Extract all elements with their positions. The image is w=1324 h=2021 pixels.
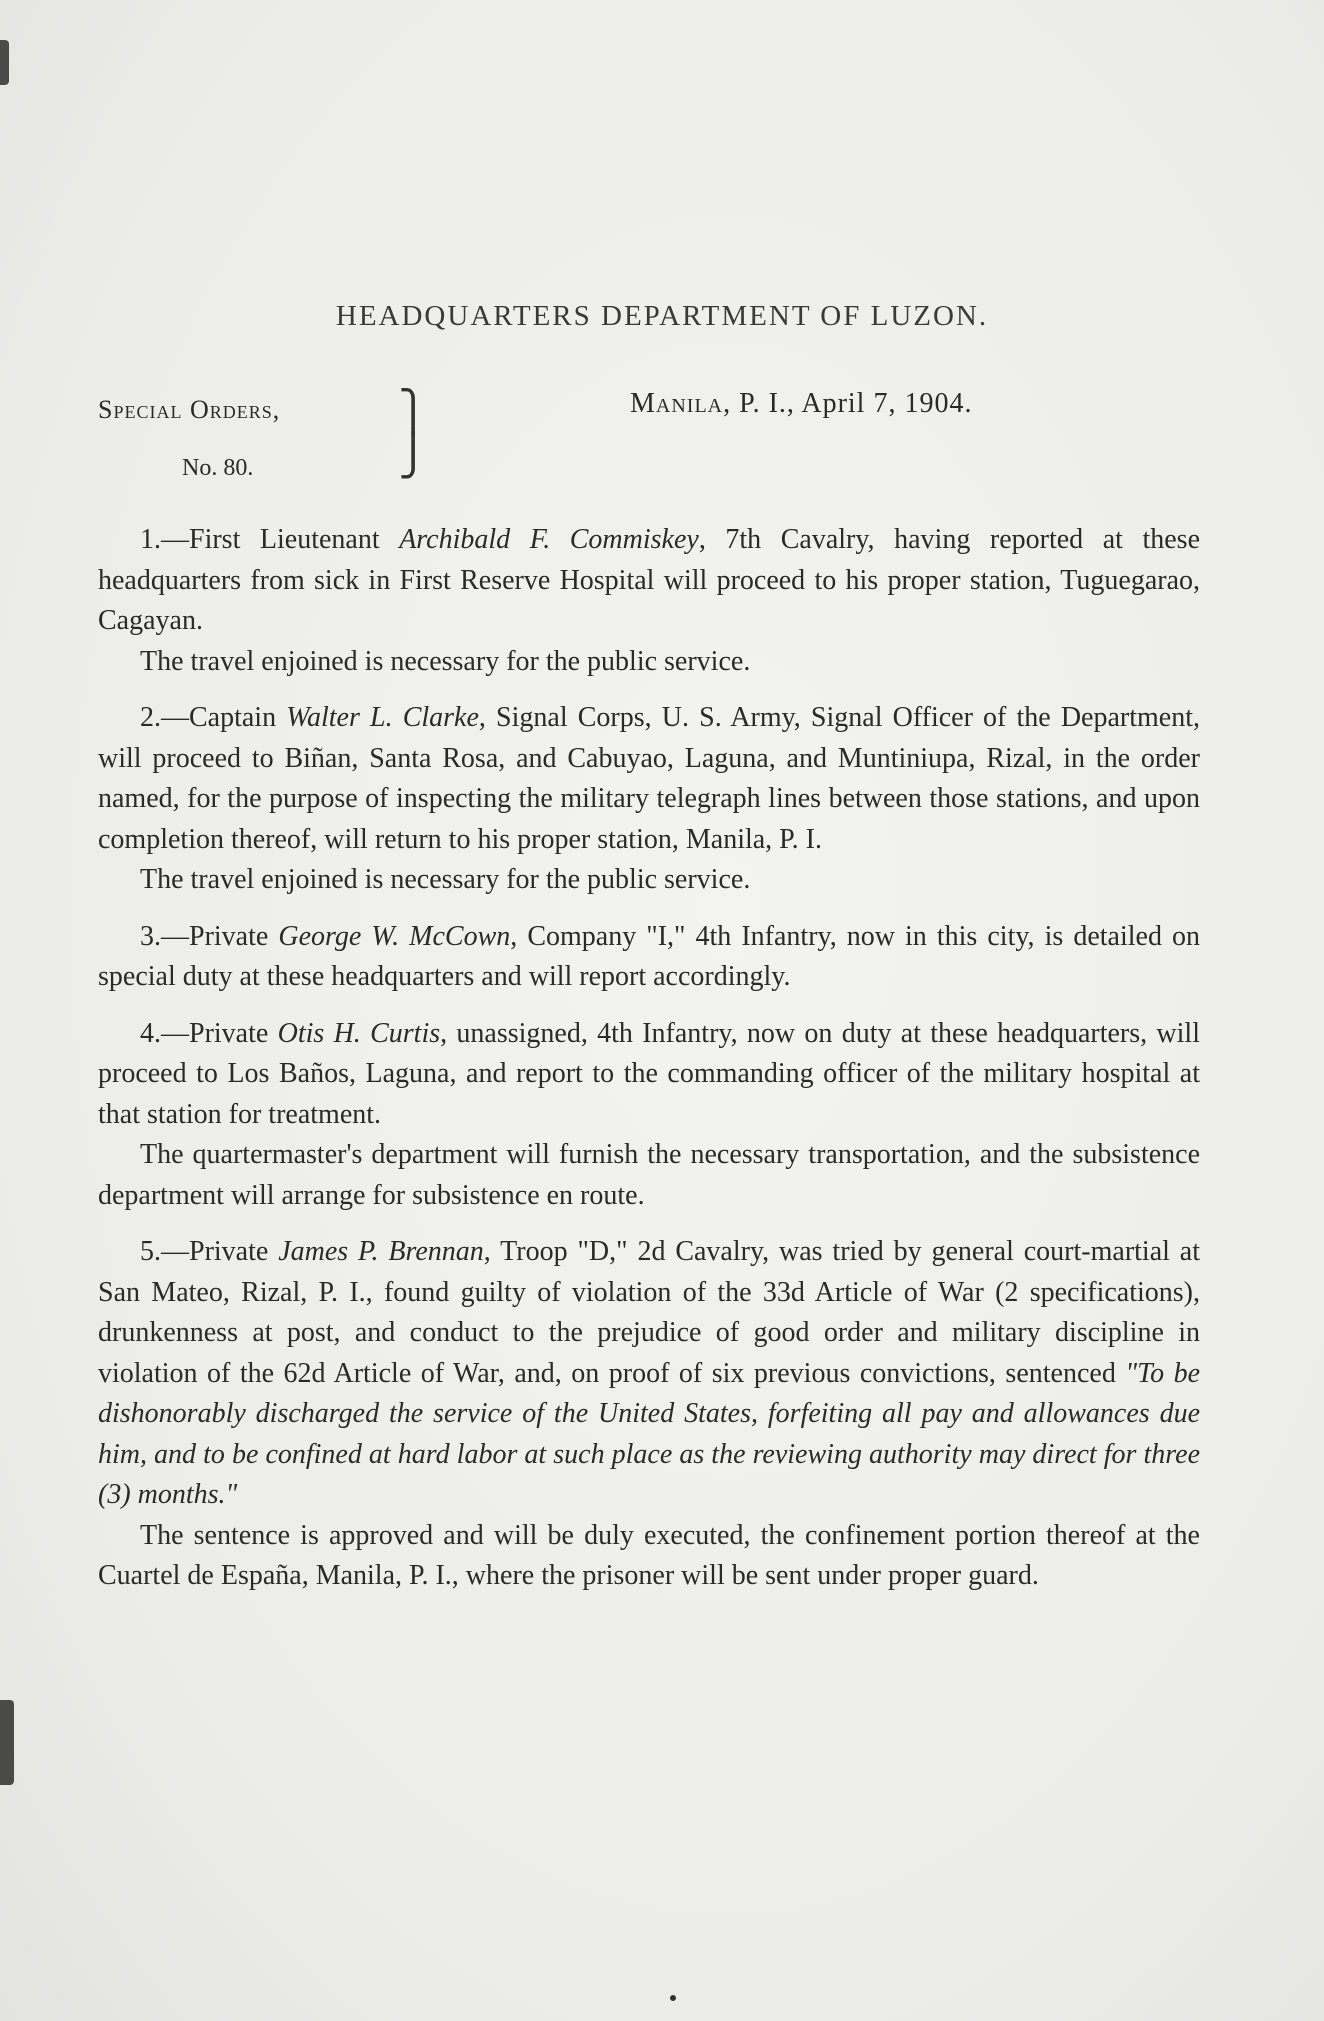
order-text: , Signal Corps, U. S. Army, Signal Officer of the Department, will proceed to Biñan, Santa Rosa, and Cabuyao, Laguna, and Muntiniupa, Rizal, in the order named, for the purpose of inspecting the military telegraph lines between those stations, and upon completion thereof, will return to his proper station, Manila, P. I. (98, 702, 1201, 855)
order-text: , Troop "D," 2d Cavalry, was tried by general court-martial at San Mateo, Rizal, P. I., found guilty of violation of the 33d Article of War (2 specifications), drunkenness at post, and conduct to the prejudice of good order and military discipline in violation of the 62d Article of War, and, on proof of six previous convictions, sentenced (98, 1236, 1200, 1389)
order-paragraph-4 (98, 1014, 1200, 1136)
brace-top: ⎫ (398, 389, 428, 434)
order-intro: 2.—Captain (140, 702, 287, 733)
order-text: , Company "I," 4th Infantry, now in this city, is detailed on special duty at these headquarters and will report accordingly. (98, 920, 1200, 992)
order-paragraph-2-note: The travel enjoined is necessary for the public service. (140, 864, 751, 895)
order-text: , unassigned, 4th Infantry, now on duty at these headquarters, will proceed to Los Baños, Laguna, and report to the commanding officer of the military hospital at that station for treatment. (98, 1017, 1200, 1130)
officer-name: Walter L. Clarke (286, 702, 479, 733)
dateline (630, 388, 972, 420)
private-name: James P. Brennan (278, 1236, 484, 1267)
orders-body (98, 520, 1200, 1613)
page-mark (670, 1995, 676, 2001)
document-heading: HEADQUARTERS DEPARTMENT OF LUZON. (335, 300, 989, 332)
order-intro: 3.—Private (140, 920, 279, 952)
dateline-place: Manila (630, 388, 724, 419)
scan-edge-mark (0, 1700, 14, 1785)
order-paragraph-5-note: The sentence is approved and will be duly executed, the confinement portion thereof at the Cuartel de España, Manila, P. I., where the prisoner will be sent under proper guard. (98, 1519, 1200, 1591)
scan-edge-mark (0, 40, 9, 85)
private-name: Otis H. Curtis (277, 1017, 441, 1049)
brace-bottom: ⎭ (398, 433, 428, 478)
order-intro: 5.—Private (140, 1236, 279, 1267)
dateline-date: , P. I., April 7, 1904. (723, 388, 973, 419)
order-paragraph-5 (98, 1232, 1200, 1516)
special-orders-label: Special Orders, (98, 395, 281, 424)
order-paragraph-1-note: The travel enjoined is necessary for the public service. (140, 645, 751, 677)
private-name: George W. McCown (278, 920, 511, 952)
order-intro: 4.—Private (140, 1017, 278, 1049)
sentence-text: "To be dishonorably discharged the service of the United States, forfeiting all pay and allowances due him, and to be confined at hard labor at such place as the reviewing authority may direct for three (3) months." (98, 1357, 1200, 1510)
order-paragraph-2 (98, 698, 1200, 860)
order-text: , 7th Cavalry, having reported at these headquarters from sick in First Reserve Hospital will proceed to his proper station, Tuguegarao, Cagayan. (98, 524, 1201, 636)
order-intro: 1.—First Lieutenant (140, 524, 400, 555)
order-paragraph-3 (98, 917, 1200, 998)
officer-name: Archibald F. Commiskey (399, 524, 699, 555)
order-paragraph-4-note: The quartermaster's department will furnish the necessary transportation, and the subsistence department will arrange for subsistence en route. (98, 1139, 1200, 1211)
order-paragraph-1 (98, 520, 1200, 642)
special-orders-number: No. 80. (182, 455, 254, 481)
